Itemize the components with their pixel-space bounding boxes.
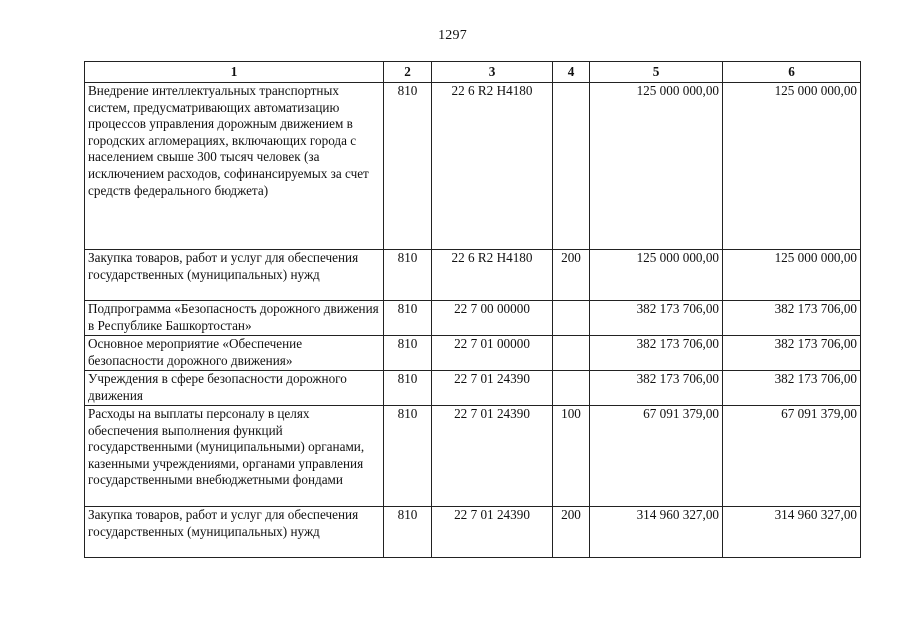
column-header-1: 1 — [85, 62, 384, 83]
row-amount-col5: 382 173 706,00 — [590, 301, 723, 336]
row-amount-col5: 382 173 706,00 — [590, 336, 723, 371]
row-target-article: 22 7 00 00000 — [432, 301, 553, 336]
row-description: Подпрограмма «Безопасность дорожного движения в Республике Башкортостан» — [85, 301, 384, 336]
table-row — [85, 301, 861, 336]
row-target-article: 22 7 01 24390 — [432, 507, 553, 558]
row-description: Закупка товаров, работ и услуг для обеспечения государственных (муниципальных) нужд — [85, 507, 384, 558]
row-amount-col6: 67 091 379,00 — [723, 406, 861, 507]
row-description: Внедрение интеллектуальных транспортных систем, предусматривающих автоматизацию процессов управления дорожным движением в городских агломерациях, включающих города с населением свыше 300 тысяч человек (за исключением расходов, софинансируемых за счет средств федерального бюджета) — [85, 83, 384, 250]
row-department-code: 810 — [384, 250, 432, 301]
row-department-code: 810 — [384, 406, 432, 507]
row-department-code: 810 — [384, 371, 432, 406]
row-amount-col6: 125 000 000,00 — [723, 250, 861, 301]
column-header-3: 3 — [432, 62, 553, 83]
row-target-article: 22 7 01 24390 — [432, 406, 553, 507]
budget-table — [84, 61, 861, 558]
table-row — [85, 336, 861, 371]
row-expense-kind: 200 — [553, 250, 590, 301]
row-target-article: 22 6 R2 H4180 — [432, 83, 553, 250]
column-header-4: 4 — [553, 62, 590, 83]
row-expense-kind — [553, 371, 590, 406]
row-department-code: 810 — [384, 301, 432, 336]
row-amount-col6: 382 173 706,00 — [723, 301, 861, 336]
row-expense-kind: 200 — [553, 507, 590, 558]
row-description: Закупка товаров, работ и услуг для обеспечения государственных (муниципальных) нужд — [85, 250, 384, 301]
table-row — [85, 250, 861, 301]
table-header — [85, 62, 861, 83]
row-amount-col5: 314 960 327,00 — [590, 507, 723, 558]
table-row — [85, 371, 861, 406]
row-amount-col6: 314 960 327,00 — [723, 507, 861, 558]
row-expense-kind: 100 — [553, 406, 590, 507]
table-row — [85, 507, 861, 558]
page-number: 1297 — [438, 28, 467, 43]
table-body — [85, 83, 861, 558]
row-expense-kind — [553, 83, 590, 250]
row-description: Учреждения в сфере безопасности дорожного движения — [85, 371, 384, 406]
row-amount-col5: 125 000 000,00 — [590, 83, 723, 250]
row-department-code: 810 — [384, 507, 432, 558]
row-description: Расходы на выплаты персоналу в целях обеспечения выполнения функций государственными (муниципальными) органами, казенными учреждениями, органами управления государственными внебюджетными фондами — [85, 406, 384, 507]
row-expense-kind — [553, 301, 590, 336]
column-header-2: 2 — [384, 62, 432, 83]
row-amount-col5: 382 173 706,00 — [590, 371, 723, 406]
column-header-6: 6 — [723, 62, 861, 83]
row-expense-kind — [553, 336, 590, 371]
column-header-5: 5 — [590, 62, 723, 83]
table-row — [85, 83, 861, 250]
row-target-article: 22 7 01 24390 — [432, 371, 553, 406]
table-row — [85, 406, 861, 507]
row-amount-col6: 382 173 706,00 — [723, 371, 861, 406]
row-target-article: 22 6 R2 H4180 — [432, 250, 553, 301]
header-row — [85, 62, 861, 83]
row-description: Основное мероприятие «Обеспечение безопасности дорожного движения» — [85, 336, 384, 371]
row-target-article: 22 7 01 00000 — [432, 336, 553, 371]
row-department-code: 810 — [384, 336, 432, 371]
row-department-code: 810 — [384, 83, 432, 250]
row-amount-col5: 125 000 000,00 — [590, 250, 723, 301]
row-amount-col5: 67 091 379,00 — [590, 406, 723, 507]
row-amount-col6: 382 173 706,00 — [723, 336, 861, 371]
row-amount-col6: 125 000 000,00 — [723, 83, 861, 250]
